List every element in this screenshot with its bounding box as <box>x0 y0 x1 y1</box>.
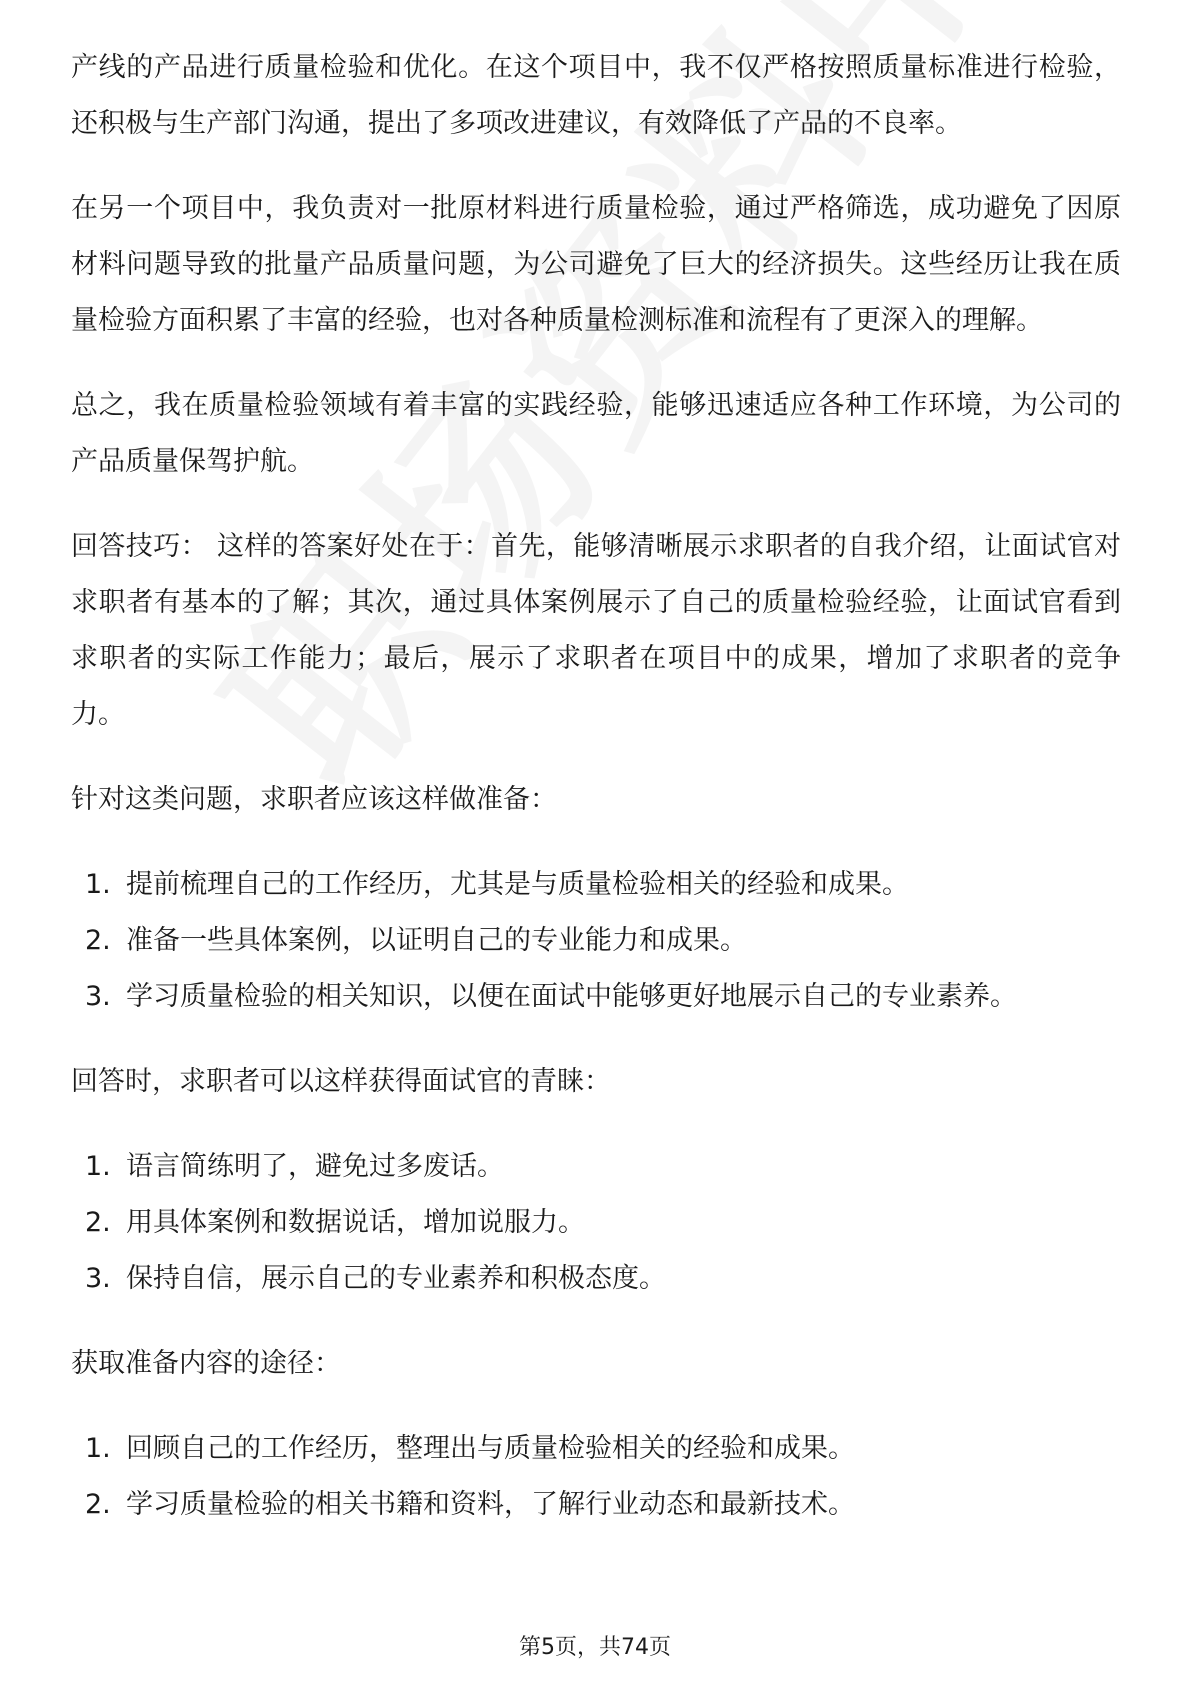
document-body <box>71 40 1121 1533</box>
section-heading: 针对这类问题，求职者应该这样做准备： <box>71 784 557 815</box>
list-item: 1. 语言简练明了，避免过多废话。 <box>85 1151 504 1182</box>
page-number: 第5页，共74页 <box>519 1635 671 1660</box>
answering-list <box>71 1139 1121 1307</box>
paragraph: 总之，我在质量检验领域有着丰富的实践经验，能够迅速适应各种工作环境，为公司的产品质量保驾护航。 <box>71 390 1121 477</box>
list-item: 2. 用具体案例和数据说话，增加说服力。 <box>85 1207 585 1238</box>
list-item: 3. 学习质量检验的相关知识，以便在面试中能够更好地展示自己的专业素养。 <box>85 981 1017 1012</box>
list-item: 1. 回顾自己的工作经历，整理出与质量检验相关的经验和成果。 <box>85 1433 855 1464</box>
sources-list <box>71 1421 1121 1533</box>
list-item: 3. 保持自信，展示自己的专业素养和积极态度。 <box>85 1263 666 1294</box>
section-heading: 获取准备内容的途径： <box>71 1348 341 1379</box>
list-item: 1. 提前梳理自己的工作经历，尤其是与质量检验相关的经验和成果。 <box>85 869 909 900</box>
list-item: 2. 准备一些具体案例，以证明自己的专业能力和成果。 <box>85 925 747 956</box>
preparation-list <box>71 857 1121 1025</box>
paragraph: 在另一个项目中，我负责对一批原材料进行质量检验，通过严格筛选，成功避免了因原材料问题导致的批量产品质量问题，为公司避免了巨大的经济损失。这些经历让我在质量检验方面积累了丰富的经验，也对各种质量检测标准和流程有了更深入的理解。 <box>71 193 1121 336</box>
list-item: 2. 学习质量检验的相关书籍和资料，了解行业动态和最新技术。 <box>85 1489 855 1520</box>
answer-tips-paragraph: 回答技巧： 这样的答案好处在于：首先，能够清晰展示求职者的自我介绍，让面试官对求职者有基本的了解；其次，通过具体案例展示了自己的质量检验经验，让面试官看到求职者的实际工作能力；最后，展示了求职者在项目中的成果，增加了求职者的竞争力。 <box>71 531 1121 730</box>
section-heading: 回答时，求职者可以这样获得面试官的青睐： <box>71 1066 611 1097</box>
paragraph: 产线的产品进行质量检验和优化。在这个项目中，我不仅严格按照质量标准进行检验，还积极与生产部门沟通，提出了多项改进建议，有效降低了产品的不良率。 <box>71 52 1121 139</box>
